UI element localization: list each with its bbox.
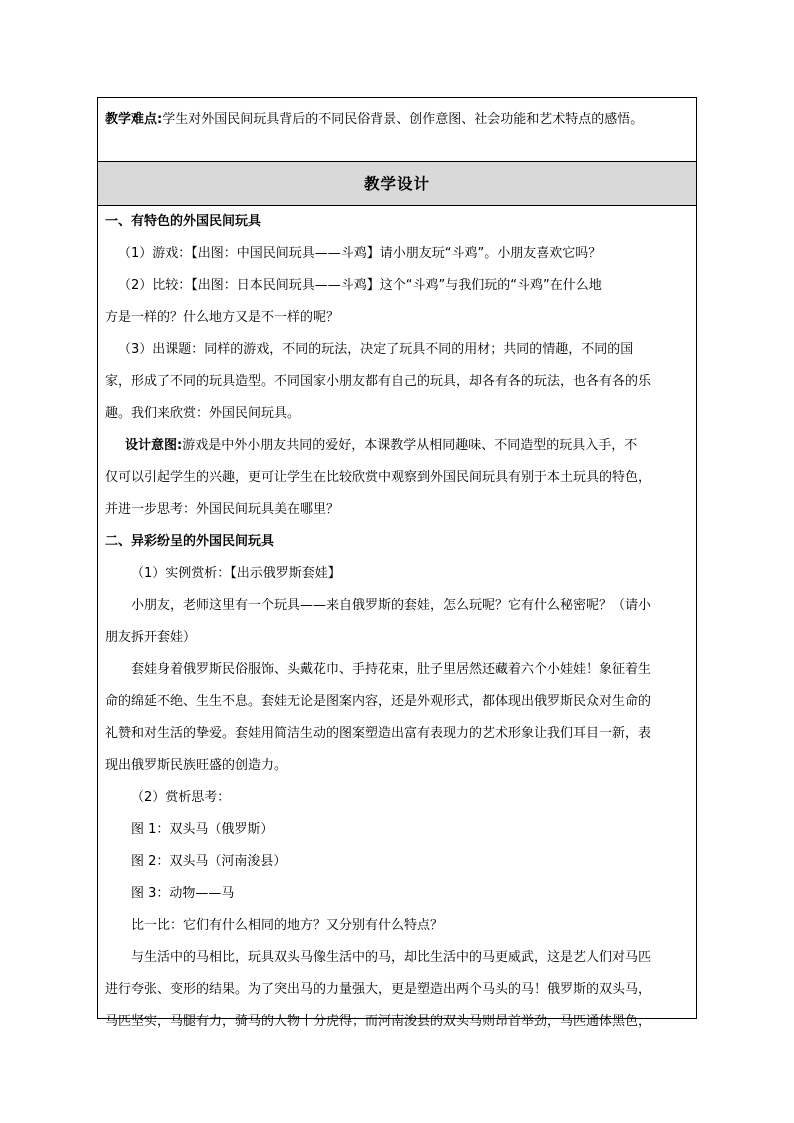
teaching-design-content bbox=[98, 206, 696, 1038]
design-intent-label: 设计意图: bbox=[125, 438, 183, 453]
section1-heading: 一、有特色的外国民间玩具 bbox=[105, 214, 262, 229]
section2-paragraph: 马匹坚实，马腿有力，骑马的人物十分虎得；而河南浚县的双头马则昂首举劲，马匹通体黑色， bbox=[105, 1014, 652, 1029]
section1-paragraph: 仅可以引起学生的兴趣，更可让学生在比较欣赏中观察到外国民间玩具有别于本土玩具的特色， bbox=[105, 470, 652, 485]
section2-paragraph: 现出俄罗斯民族旺盛的创造力。 bbox=[105, 758, 288, 773]
section2-paragraph: 小朋友，老师这里有一个玩具——来自俄罗斯的套娃，怎么玩呢？它有什么秘密呢？（请小 bbox=[131, 598, 652, 613]
teaching-difficulty-label: 教学难点: bbox=[105, 112, 163, 127]
teaching-difficulty-row bbox=[98, 98, 696, 162]
section2-heading: 二、异彩纷呈的外国民间玩具 bbox=[105, 534, 275, 549]
section1-paragraph: 家，形成了不同的玩具造型。不同国家小朋友都有自己的玩具，却各有各的玩法，也各有各的乐 bbox=[105, 374, 652, 389]
section1-paragraph: 趣。我们来欣赏：外国民间玩具。 bbox=[105, 406, 301, 421]
section2-paragraph: 礼赞和对生活的挚爱。套娃用简洁生动的图案塑造出富有表现力的艺术形象让我们耳目一新，表 bbox=[105, 726, 652, 741]
section1-paragraph: 方是一样的？什么地方又是不一样的呢？ bbox=[105, 310, 340, 325]
lesson-plan-table bbox=[97, 97, 697, 1029]
teaching-design-header: 教学设计 bbox=[98, 162, 696, 206]
section1-paragraph: （1）游戏：【出图：中国民间玩具——斗鸡】请小朋友玩“斗鸡”。小朋友喜欢它吗？ bbox=[118, 246, 602, 261]
section2-paragraph: 比一比：它们有什么相同的地方？又分别有什么特点？ bbox=[131, 918, 444, 933]
section2-paragraph: 命的绵延不绝、生生不息。套娃无论是图案内容，还是外观形式，都体现出俄罗斯民众对生命的 bbox=[105, 694, 652, 709]
section2-paragraph: 进行夸张、变形的结果。为了突出马的力量强大，更是塑造出两个马头的马！俄罗斯的双头马， bbox=[105, 982, 652, 997]
section2-paragraph: 套娃身着俄罗斯民俗服饰、头戴花巾、手持花束，肚子里居然还藏着六个小娃娃！象征着生 bbox=[131, 662, 652, 677]
section1-paragraph: 并进一步思考：外国民间玩具美在哪里？ bbox=[105, 502, 340, 517]
section2-paragraph: 朋友拆开套娃） bbox=[105, 630, 197, 645]
design-intent-paragraph: 设计意图:游戏是中外小朋友共同的爱好，本课教学从相同趣味、不同造型的玩具入手，不 bbox=[125, 438, 638, 453]
figure-caption: 图 3：动物——马 bbox=[131, 886, 235, 901]
section2-paragraph: （1）实例赏析：【出示俄罗斯套娃】 bbox=[131, 566, 341, 581]
section2-paragraph: （2）赏析思考： bbox=[131, 790, 231, 805]
section2-paragraph: 与生活中的马相比，玩具双头马像生活中的马，却比生活中的马更威武，这是艺人们对马匹 bbox=[131, 950, 652, 965]
figure-caption: 图 1：双头马（俄罗斯） bbox=[131, 822, 274, 837]
section1-paragraph: （2）比较：【出图：日本民间玩具——斗鸡】这个“斗鸡”与我们玩的“斗鸡”在什么地 bbox=[118, 278, 602, 293]
teaching-difficulty-text: 学生对外国民间玩具背后的不同民俗背景、创作意图、社会功能和艺术特点的感悟。 bbox=[162, 112, 644, 127]
section1-paragraph: （3）出课题：同样的游戏，不同的玩法，决定了玩具不同的用材；共同的情趣，不同的国 bbox=[118, 342, 634, 357]
figure-caption: 图 2：双头马（河南浚县） bbox=[131, 854, 287, 869]
